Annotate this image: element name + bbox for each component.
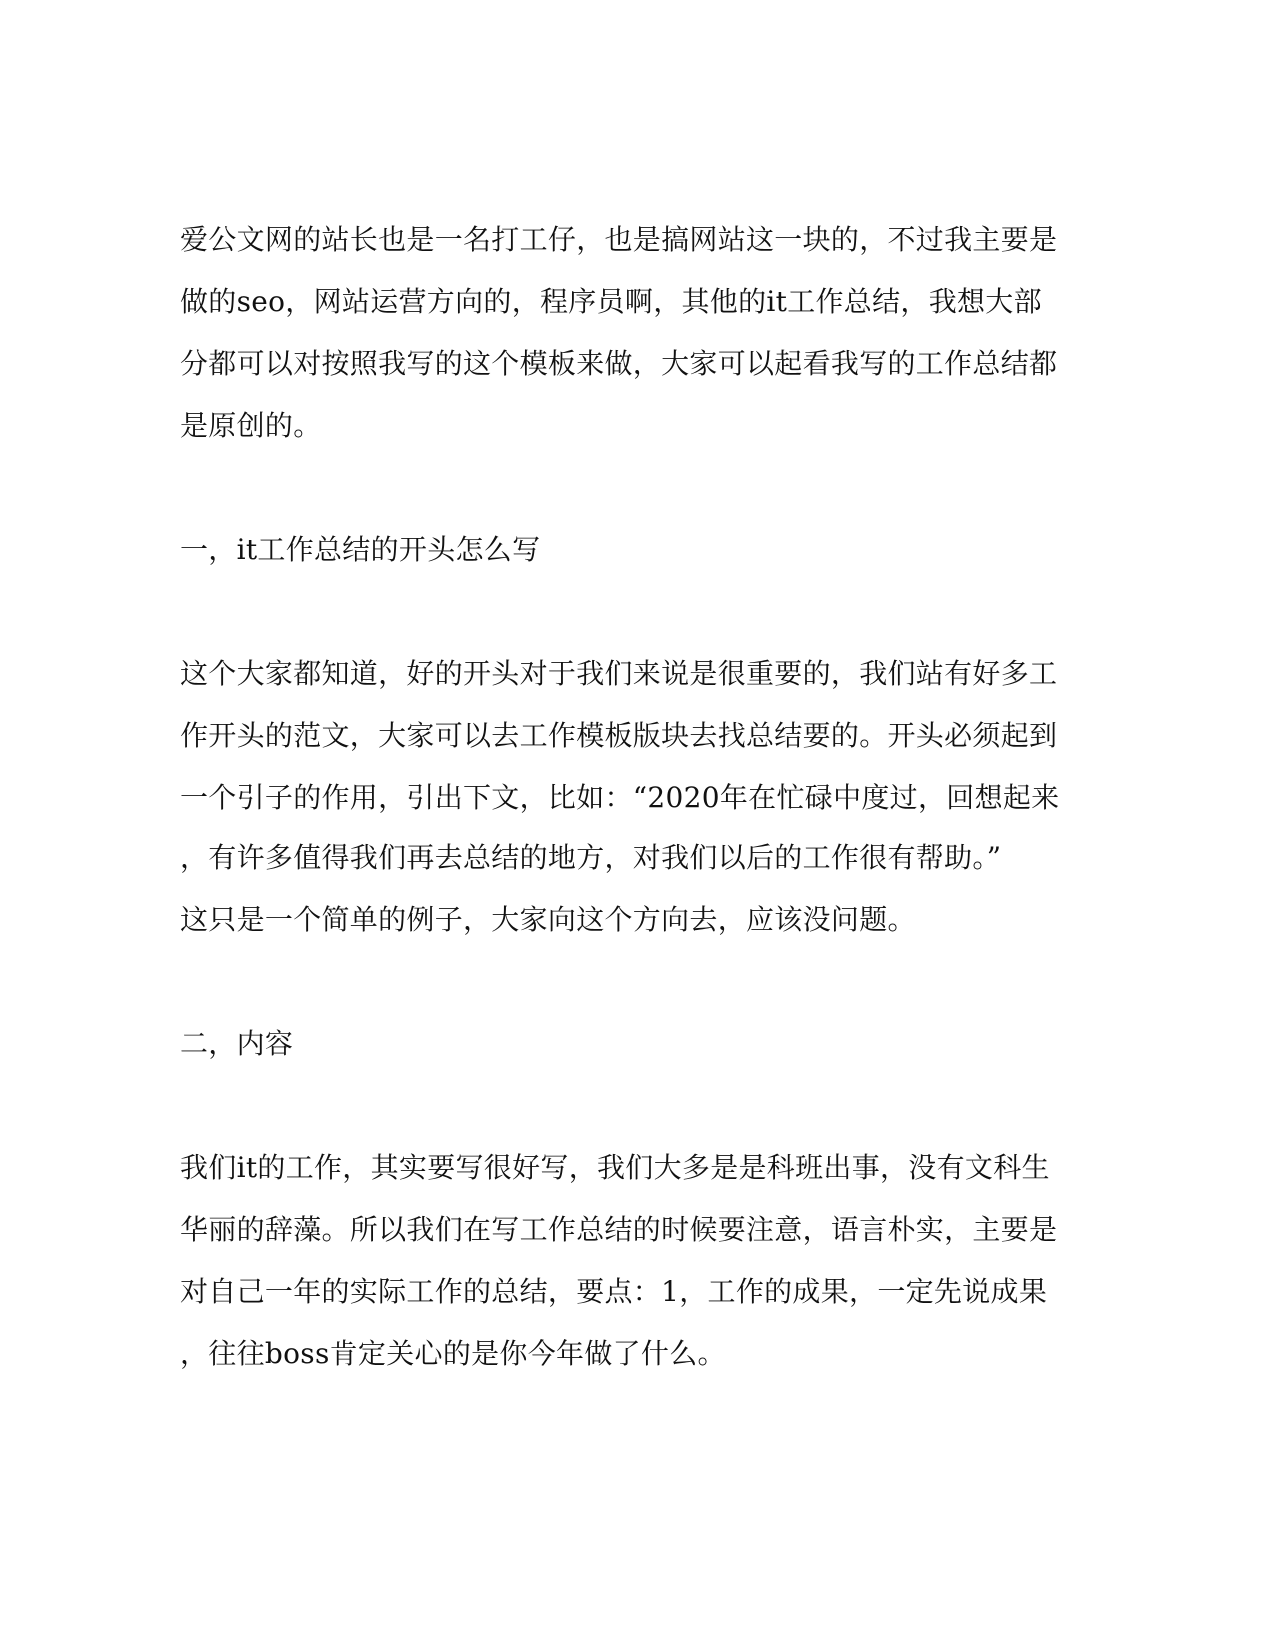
section1-line-2: 作开头的范文，大家可以去工作模板版块去找总结要的。开头必须起到 — [180, 719, 1058, 752]
section1-line-3: 一个引子的作用，引出下文，比如：“2020年在忙碌中度过，回想起来 — [180, 781, 1060, 814]
intro-line-1: 爱公文网的站长也是一名打工仔，也是搞网站这一块的，不过我主要是 — [180, 223, 1058, 256]
section2-line-2: 华丽的辞藻。所以我们在写工作总结的时候要注意，语言朴实，主要是 — [180, 1213, 1058, 1246]
section2-line-4: ，往往boss肯定关心的是你今年做了什么。 — [180, 1337, 726, 1370]
section1-heading: 一，it工作总结的开头怎么写 — [180, 533, 541, 566]
section1-line-5: 这只是一个简单的例子，大家向这个方向去，应该没问题。 — [180, 903, 916, 936]
section2-heading: 二，内容 — [180, 1027, 294, 1060]
section2-line-3: 对自己一年的实际工作的总结，要点：1，工作的成果，一定先说成果 — [180, 1275, 1048, 1308]
section1-line-1: 这个大家都知道，好的开头对于我们来说是很重要的，我们站有好多工 — [180, 657, 1058, 690]
section1-line-4: ，有许多值得我们再去总结的地方，对我们以后的工作很有帮助。” — [180, 841, 1002, 874]
intro-line-4: 是原创的。 — [180, 409, 322, 442]
intro-line-2: 做的seo，网站运营方向的，程序员啊，其他的it工作总结，我想大部 — [180, 285, 1042, 318]
section2-line-1: 我们it的工作，其实要写很好写，我们大多是是科班出事，没有文科生 — [180, 1151, 1050, 1184]
intro-line-3: 分都可以对按照我写的这个模板来做，大家可以起看我写的工作总结都 — [180, 347, 1058, 380]
